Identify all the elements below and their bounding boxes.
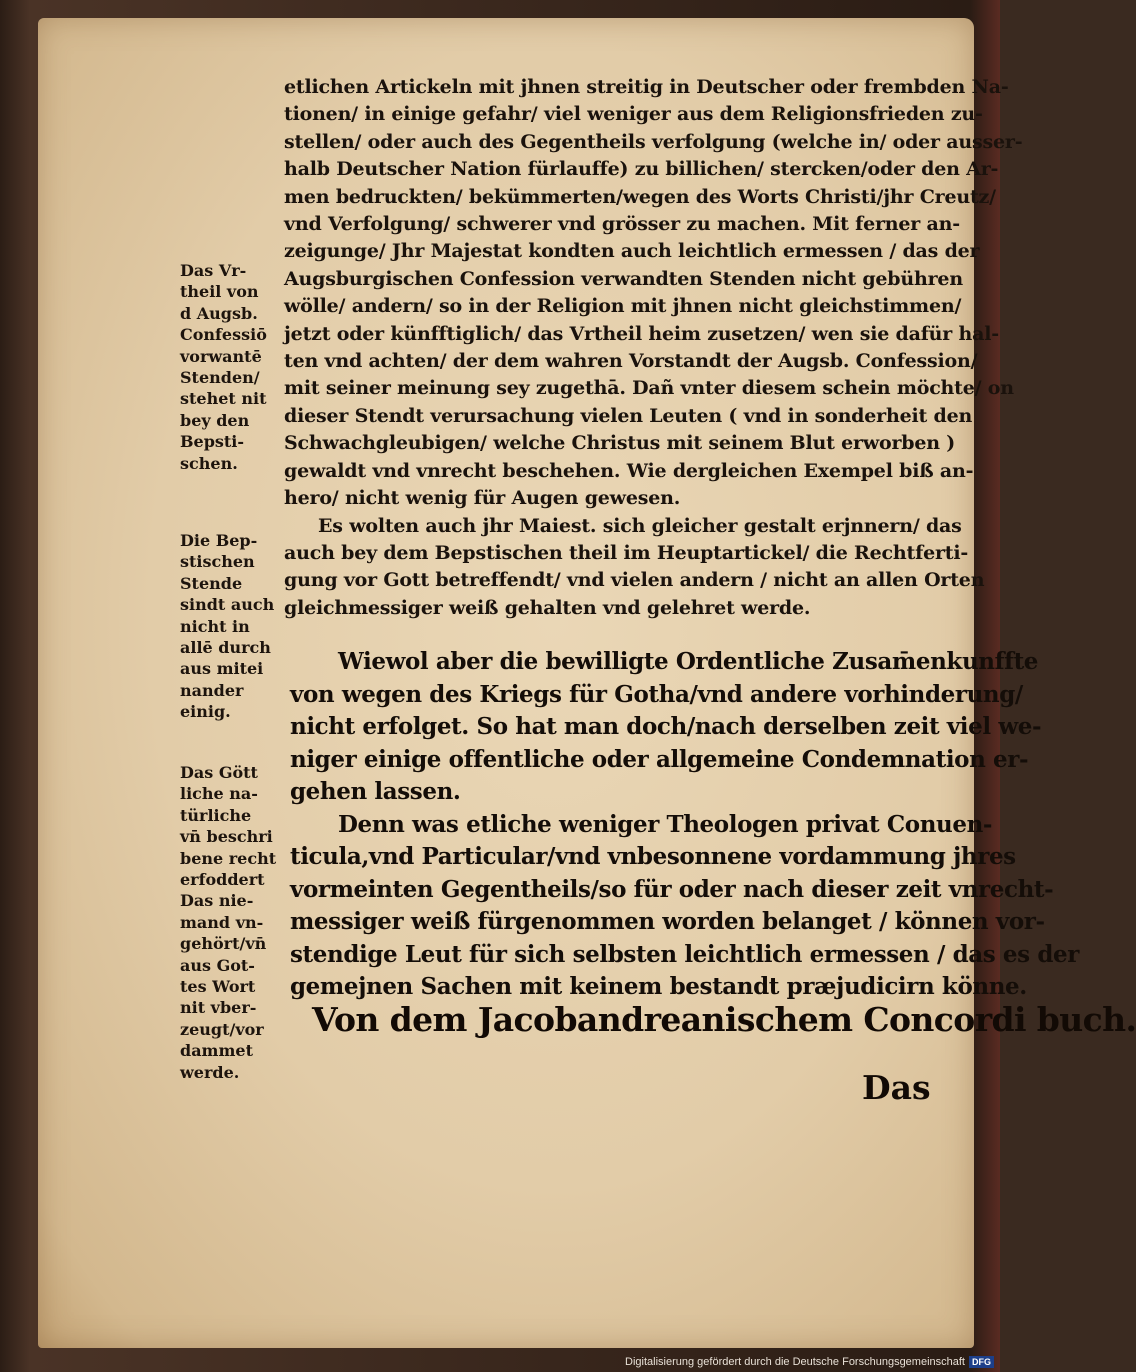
margin-line: einig. bbox=[180, 702, 231, 722]
margin-line: gehört/vn̄ bbox=[180, 934, 267, 954]
text-line: Augsburgischen Confession verwandten Stenden nicht gebühren bbox=[284, 267, 963, 290]
margin-line: zeugt/vor bbox=[180, 1019, 264, 1039]
text-line: halb Deutscher Nation fürlauffe) zu billichen/ stercken/oder den Ar- bbox=[284, 158, 999, 181]
margin-note-1 bbox=[180, 260, 284, 474]
text-line: Schwachgleubigen/ welche Christus mit seinem Blut erworben ) bbox=[284, 432, 956, 455]
text-line: messiger weiß fürgenommen worden belanget / können vor- bbox=[290, 908, 1045, 935]
margin-line: aus Got- bbox=[180, 955, 255, 975]
margin-note-3 bbox=[180, 762, 284, 1083]
text-line: tionen/ in einige gefahr/ viel weniger aus dem Religionsfrieden zu- bbox=[284, 103, 983, 126]
text-line: ticula,vnd Particular/vnd vnbesonnene vordammung jhres bbox=[290, 843, 1016, 870]
text-line: stendige Leut für sich selbsten leichtlich ermessen / das es der bbox=[290, 940, 1079, 968]
margin-line: stischen bbox=[180, 552, 255, 572]
margin-line: allē durch bbox=[180, 638, 271, 658]
margin-line: Das Gött bbox=[180, 763, 258, 782]
dfg-logo: DFG bbox=[969, 1356, 994, 1368]
margin-line: vn̄ beschri bbox=[180, 827, 273, 847]
margin-line: dammet bbox=[180, 1041, 253, 1061]
catchword: Das bbox=[862, 1068, 931, 1107]
text-line: Wiewol aber die bewilligte Ordentliche Zusam̄enkunffte bbox=[338, 648, 1039, 675]
text-line: Es wolten auch jhr Maiest. sich gleicher gestalt erjnnern/ das bbox=[318, 514, 962, 537]
text-line: ten vnd achten/ der dem wahren Vorstandt der Augsb. Confession/ bbox=[284, 350, 978, 373]
text-line: gehen lassen. bbox=[290, 778, 461, 805]
margin-line: bey den bbox=[180, 410, 250, 430]
text-line: gemejnen Sachen mit keinem bestandt præjudicirn könne. bbox=[290, 973, 1027, 1000]
margin-line: Confessiō bbox=[180, 325, 267, 345]
margin-line: tes Wort bbox=[180, 977, 256, 997]
margin-line: nicht in bbox=[180, 616, 250, 636]
text-line: stellen/ oder auch des Gegentheils verfolgung (welche in/ oder ausser- bbox=[284, 130, 1023, 153]
margin-line: Das Vr- bbox=[180, 261, 247, 280]
large-text-block bbox=[290, 646, 1079, 1004]
text-line: etlichen Artickeln mit jhnen streitig in Deutscher oder frembden Na- bbox=[284, 76, 1009, 98]
margin-line: mand vn- bbox=[180, 912, 264, 932]
margin-line: bene recht bbox=[180, 848, 277, 868]
section-heading: Von dem Jacobandreanischem Concordi buch. bbox=[312, 1000, 1136, 1039]
margin-note-2 bbox=[180, 530, 284, 723]
text-line: nicht erfolget. So hat man doch/nach derselben zeit viel we- bbox=[290, 713, 1042, 740]
text-line: vnd Verfolgung/ schwerer vnd grösser zu machen. Mit ferner an- bbox=[284, 213, 960, 236]
text-line: Denn was etliche weniger Theologen privat Conuen- bbox=[338, 810, 993, 838]
text-line: men bedruckten/ bekümmerten/wegen des Worts Christi/jhr Creutz/ bbox=[284, 185, 996, 208]
margin-line: schen. bbox=[180, 453, 238, 473]
text-line: jetzt oder künfftiglich/ das Vrtheil heim zusetzen/ wen sie dafür hal- bbox=[284, 322, 999, 345]
margin-line: Stenden/ bbox=[180, 368, 260, 388]
margin-line: Die Bep- bbox=[180, 531, 258, 550]
text-line: von wegen des Kriegs für Gotha/vnd andere vorhinderung/ bbox=[290, 680, 1023, 708]
text-line: gleichmessiger weiß gehalten vnd gelehret werde. bbox=[284, 596, 811, 619]
text-line: zeigunge/ Jhr Majestat kondten auch leichtlich ermessen / das der bbox=[284, 240, 980, 263]
footer-text: Digitalisierung gefördert durch die Deutsche Forschungsgemeinschaft bbox=[625, 1356, 965, 1368]
text-line: wölle/ andern/ so in der Religion mit jhnen nicht gleichstimmen/ bbox=[284, 295, 962, 318]
margin-line: werde. bbox=[180, 1062, 240, 1082]
margin-line: aus mitei bbox=[180, 659, 264, 679]
text-line: hero/ nicht wenig für Augen gewesen. bbox=[284, 487, 681, 510]
margin-line: stehet nit bbox=[180, 389, 267, 409]
margin-line: Bepsti- bbox=[180, 432, 245, 452]
margin-line: Stende bbox=[180, 573, 243, 593]
text-line: mit seiner meinung sey zugethā. Dañ vnter diesem schein möchte/ on bbox=[284, 377, 1014, 400]
text-line: dieser Stendt verursachung vielen Leuten ( vnd in sonderheit den bbox=[284, 404, 973, 427]
margin-line: erfoddert bbox=[180, 870, 265, 890]
margin-line: theil von bbox=[180, 282, 259, 302]
margin-line: Das nie- bbox=[180, 891, 254, 911]
margin-line: sindt auch bbox=[180, 595, 275, 615]
margin-line: d Augsb. bbox=[180, 303, 258, 323]
text-line: vormeinten Gegentheils/so für oder nach dieser zeit vnrecht- bbox=[290, 875, 1054, 903]
text-line: auch bey dem Bepstischen theil im Heuptartickel/ die Rechtferti- bbox=[284, 541, 969, 564]
margin-line: nit vber- bbox=[180, 998, 257, 1018]
text-line: gung vor Gott betreffendt/ vnd vielen andern / nicht an allen Orten bbox=[284, 569, 985, 592]
margin-line: türliche bbox=[180, 805, 252, 825]
text-line: niger einige offentliche oder allgemeine Condemnation er- bbox=[290, 745, 1029, 773]
main-text-block bbox=[284, 74, 1023, 622]
text-line: gewaldt vnd vnrecht beschehen. Wie dergleichen Exempel biß an- bbox=[284, 459, 974, 482]
footer-credit bbox=[625, 1356, 994, 1368]
margin-line: vorwantē bbox=[180, 346, 262, 366]
margin-line: nander bbox=[180, 680, 244, 700]
margin-line: liche na- bbox=[180, 784, 258, 804]
